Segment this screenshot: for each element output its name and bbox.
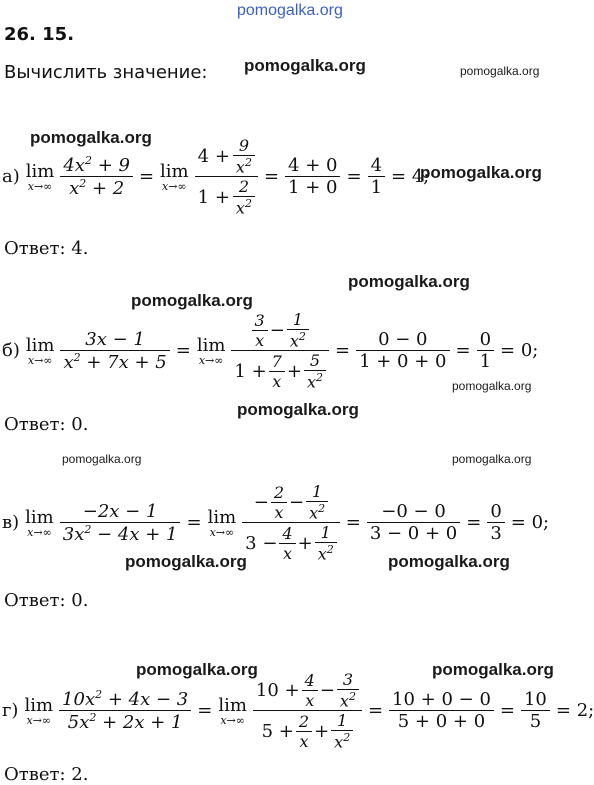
fraction: $\frac{-2x - 1}{3x^2 - 4x + 1}$ xyxy=(60,501,181,545)
fraction: $\frac{4x^2 + 9}{x^2 + 2}$ xyxy=(60,154,133,199)
limit-operator: lim x→∞ xyxy=(160,160,189,193)
limit-operator: lim x→∞ xyxy=(207,506,237,539)
limit-operator: lim x→∞ xyxy=(218,694,247,727)
part-b-equation: б) lim x→∞ $\frac{3x - 1}{x^2 + 7x + 5}$ = lim x→∞ $\frac{3}{x}$ − $\frac{1}{x^2}$ 1 + $\frac{7}{x}$ + $\frac{5}{x^2}$ = $\frac{0 - 0}{1 + 0 + 0}$ = $\frac{0}{1}$ = 0; xyxy=(2,310,539,392)
instruction: Вычислить значение: xyxy=(4,62,208,83)
watermark: pomogalka.org xyxy=(125,552,247,571)
fraction: − $\frac{2}{x}$ − $\frac{1}{x^2}$ 3 − $\frac{4}{x}$ + $\frac{1}{x^2}$ xyxy=(242,482,340,564)
watermark: pomogalka.org xyxy=(348,272,470,291)
fraction: $\frac{0}{1}$ xyxy=(477,329,494,372)
fraction: $\frac{3x - 1}{x^2 + 7x + 5}$ xyxy=(60,329,169,373)
watermark: pomogalka.org xyxy=(388,552,510,571)
part-label: г) xyxy=(2,700,19,722)
answer-a: Ответ: 4. xyxy=(4,238,89,259)
watermark: pomogalka.org xyxy=(244,56,366,75)
fraction: $\frac{10}{5}$ xyxy=(521,689,550,732)
watermark: pomogalka.org xyxy=(452,379,532,393)
fraction: $\frac{10x^2 + 4x - 3}{5x^2 + 2x + 1}$ xyxy=(59,688,191,733)
fraction: $\frac{4}{1}$ xyxy=(368,155,385,198)
part-v-equation: в) lim x→∞ $\frac{-2x - 1}{3x^2 - 4x + 1}$ = lim x→∞ − $\frac{2}{x}$ − $\frac{1}{x^2}$ 3 − $\frac{4}{x}$ + $\frac{1}{x^2}$ = $\frac{-0 - 0}{3 - 0 + 0}$ = $\frac{0}{3}$ = 0; xyxy=(2,482,550,564)
limit-operator: lim x→∞ xyxy=(196,334,226,367)
watermark: pomogalka.org xyxy=(131,291,253,310)
part-label: в) xyxy=(2,512,20,534)
fraction: $\frac{3}{x}$ − $\frac{1}{x^2}$ 1 + $\frac{7}{x}$ + $\frac{5}{x^2}$ xyxy=(231,310,329,392)
watermark: pomogalka.org xyxy=(237,400,359,419)
limit-operator: lim x→∞ xyxy=(25,334,55,367)
part-a-equation: а) lim x→∞ $\frac{4x^2 + 9}{x^2 + 2}$ = lim x→∞ 4 + $\frac{9}{x^2}$ 1 + $\frac{2}{x^2}$ = $\frac{4 + 0}{1 + 0}$ = $\frac{4}{1}$ = 4; xyxy=(2,136,430,218)
part-label: б) xyxy=(2,340,20,362)
answer-g: Ответ: 2. xyxy=(4,764,89,785)
fraction: $\frac{4 + 0}{1 + 0}$ xyxy=(285,155,340,198)
watermark: pomogalka.org xyxy=(30,128,152,147)
watermark: pomogalka.org xyxy=(432,660,554,679)
problem-number: 26. 15. xyxy=(4,24,75,45)
part-label: а) xyxy=(2,166,20,188)
fraction: $\frac{10 + 0 - 0}{5 + 0 + 0}$ xyxy=(389,689,494,732)
watermark: pomogalka.org xyxy=(460,64,540,78)
fraction: $\frac{-0 - 0}{3 - 0 + 0}$ xyxy=(367,501,460,544)
watermark: pomogalka.org xyxy=(420,163,542,182)
answer-b: Ответ: 0. xyxy=(4,414,89,435)
limit-operator: lim x→∞ xyxy=(25,506,54,539)
fraction: $\frac{0 - 0}{1 + 0 + 0}$ xyxy=(356,329,449,372)
part-g-equation: г) lim x→∞ $\frac{10x^2 + 4x - 3}{5x^2 + 2x + 1}$ = lim x→∞ 10 + $\frac{4}{x}$ − $\frac{3}{x^2}$ 5 + $\frac{2}{x}$ + $\frac{1}{x^2}$ = $\frac{10 + 0 - 0}{5 + 0 + 0}$ = $\frac{10}{5}$ = 2; xyxy=(2,670,594,752)
fraction: 10 + $\frac{4}{x}$ − $\frac{3}{x^2}$ 5 + $\frac{2}{x}$ + $\frac{1}{x^2}$ xyxy=(253,670,362,752)
watermark: pomogalka.org xyxy=(62,452,142,466)
fraction: $\frac{0}{3}$ xyxy=(487,501,504,544)
watermark-top: pomogalka.org xyxy=(237,2,343,19)
limit-operator: lim x→∞ xyxy=(25,160,55,193)
answer-v: Ответ: 0. xyxy=(4,590,89,611)
watermark: pomogalka.org xyxy=(136,660,258,679)
fraction: 4 + $\frac{9}{x^2}$ 1 + $\frac{2}{x^2}$ xyxy=(195,136,258,218)
limit-operator: lim x→∞ xyxy=(24,694,54,727)
watermark: pomogalka.org xyxy=(452,452,532,466)
